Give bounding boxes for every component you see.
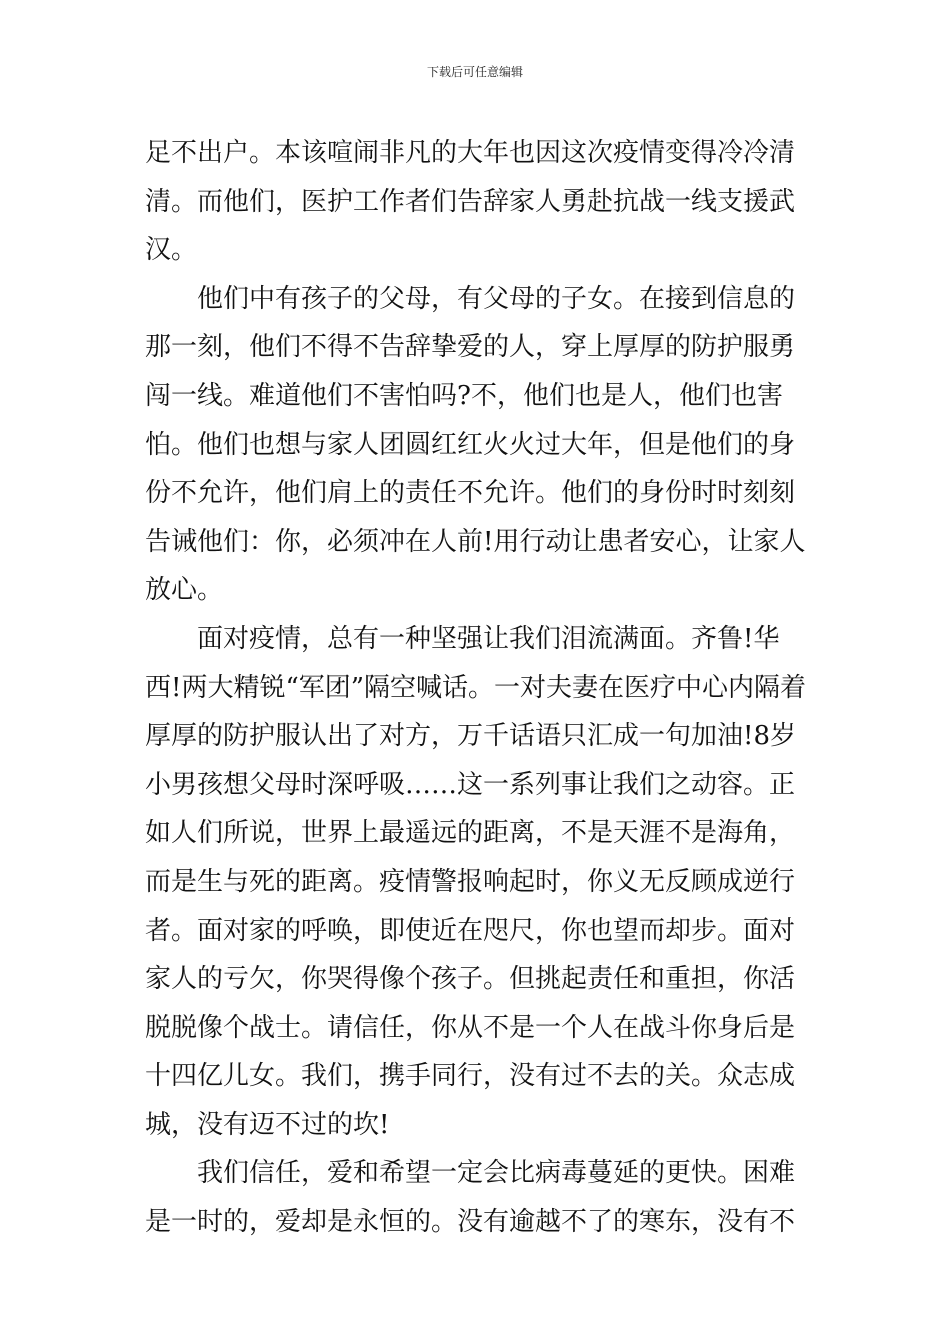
paragraph-2: 他们中有孩子的父母，有父母的子女。在接到信息的那一刻，他们不得不告辞挚爱的人，穿上厚厚的防护服勇闯一线。难道他们不害怕吗?不，他们也是人，他们也害怕。他们也想与家人团圆红红火火过大年，但是他们的身份不允许，他们肩上的责任不允许。他们的身份时时刻刻告诫他们：你，必须冲在人前!用行动让患者安心，让家人放心。 <box>145 283 806 606</box>
page-header: 下载后可任意编辑 <box>426 65 523 79</box>
document-body <box>145 129 815 1247</box>
paragraph-1: 足不出户。本该喧闹非凡的大年也因这次疫情变得冷冷清清。而他们，医护工作者们告辞家人勇赴抗战一线支援武汉。 <box>145 138 796 266</box>
paragraph-3: 面对疫情，总有一种坚强让我们泪流满面。齐鲁!华西!两大精锐“军团”隔空喊话。一对夫妻在医疗中心内隔着厚厚的防护服认出了对方，万千话语只汇成一句加油!8岁小男孩想父母时深呼吸……这一系列事让我们之动容。正如人们所说，世界上最遥远的距离，不是天涯不是海角，而是生与死的距离。疫情警报响起时，你义无反顾成逆行者。面对家的呼唤，即使近在咫尺，你也望而却步。面对家人的亏欠，你哭得像个孩子。但挑起责任和重担，你活脱脱像个战士。请信任，你从不是一个人在战斗你身后是十四亿儿女。我们，携手同行，没有过不去的关。众志成城，没有迈不过的坎! <box>145 623 807 1140</box>
paragraph-4: 我们信任，爱和希望一定会比病毒蔓延的更快。困难是一时的，爱却是永恒的。没有逾越不了的寒东，没有不 <box>145 1158 796 1238</box>
